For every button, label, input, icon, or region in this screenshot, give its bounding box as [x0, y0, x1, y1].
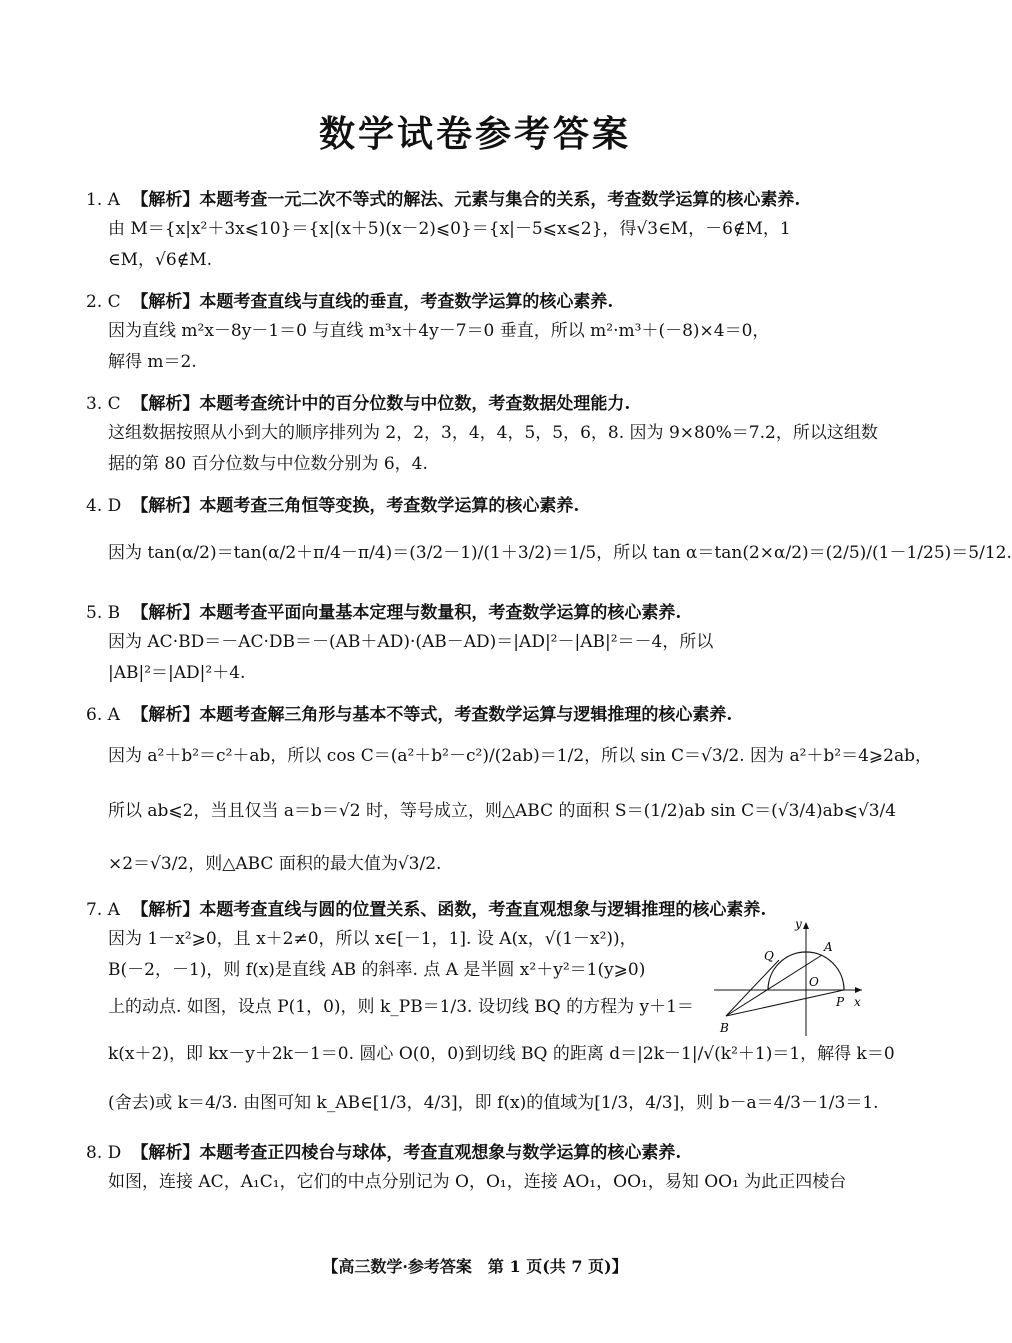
answer-line: 上的动点. 如图，设点 P(1，0)，则 k_PB＝1/3. 设切线 BQ 的方程为 y＋1＝: [108, 997, 694, 1017]
answer-item-3: [86, 390, 878, 480]
answer-analysis-title: 【解析】本题考查解三角形与基本不等式，考查数学运算与逻辑推理的核心素养.: [131, 705, 733, 725]
answer-item-7: [86, 896, 895, 1127]
answer-line: 因为 tan(α/2)＝tan(α/2＋π/4－π/4)＝(3/2－1)/(1＋3/2)＝1/5，所以 tan α＝tan(2×α/2)＝(2/5)/(1－1/25)＝5/12.: [108, 543, 1012, 563]
y-axis-label: y: [795, 917, 802, 931]
x-axis-arrow: [855, 987, 862, 993]
answer-line: 因为 a²＋b²＝c²＋ab，所以 cos C＝(a²＋b²－c²)/(2ab)＝1/2，所以 sin C＝√3/2. 因为 a²＋b²＝4⩾2ab，: [108, 746, 933, 766]
answer-number: 6. A: [86, 705, 120, 725]
answer-analysis-title: 【解析】本题考查直线与圆的位置关系、函数，考查直观想象与逻辑推理的核心素养.: [131, 900, 767, 920]
answer-line: (舍去)或 k＝4/3. 由图可知 k_AB∈[1/3，4/3]，即 f(x)的值域为[1/3，4/3]，则 b－a＝4/3－1/3＝1.: [108, 1093, 879, 1113]
answer-line: 因为 1－x²⩾0，且 x＋2≠0，所以 x∈[－1，1]. 设 A(x，√(1－x²))，: [108, 929, 637, 949]
point-a-label: A: [824, 940, 833, 954]
tangent-line-bq: [726, 960, 779, 1016]
page-title: 数学试卷参考答案: [318, 113, 631, 155]
answer-list: [86, 186, 1012, 1210]
answer-item-4: [86, 492, 1012, 587]
answer-item-5: [86, 599, 866, 689]
answer-line: 据的第 80 百分位数与中位数分别为 6，4.: [108, 454, 428, 474]
point-p-label: P: [836, 995, 845, 1009]
answer-number: 7. A: [86, 900, 120, 920]
answer-number: 5. B: [86, 603, 121, 623]
answer-line: 如图，连接 AC，A₁C₁，它们的中点分别记为 O，O₁，连接 AO₁，OO₁，易知 OO₁ 为此正四棱台: [108, 1172, 847, 1192]
answer-analysis-title: 【解析】本题考查统计中的百分位数与中位数，考查数据处理能力.: [131, 394, 631, 414]
answer-item-2: [86, 288, 866, 378]
line-bp: [726, 990, 844, 1016]
point-q-label: Q: [764, 949, 774, 963]
answer-line: 由 M＝{x|x²＋3x⩽10}＝{x|(x＋5)(x－2)⩽0}＝{x|－5⩽x⩽2}，得√3∈M，－6∉M，1: [108, 219, 791, 239]
answer-line: B(－2，－1)，则 f(x)是直线 AB 的斜率. 点 A 是半圆 x²＋y²＝1(y⩾0): [108, 960, 646, 980]
answer-analysis-title: 【解析】本题考查平面向量基本定理与数量积，考查数学运算的核心素养.: [131, 603, 682, 623]
answer-item-1: [86, 186, 866, 276]
answer-line: ×2＝√3/2，则△ABC 面积的最大值为√3/2.: [108, 854, 442, 874]
answer-number: 2. C: [86, 292, 121, 312]
answer-line: 解得 m＝2.: [108, 352, 197, 372]
answer-line: 所以 ab⩽2，当且仅当 a＝b＝√2 时，等号成立，则△ABC 的面积 S＝(1/2)ab sin C＝(√3/4)ab⩽√3/4: [108, 801, 897, 821]
answer-line: k(x＋2)，即 kx－y＋2k－1＝0. 圆心 O(0，0)到切线 BQ 的距离 d＝|2k－1|/√(k²＋1)＝1，解得 k＝0: [108, 1044, 895, 1064]
answer-analysis-title: 【解析】本题考查一元二次不等式的解法、元素与集合的关系，考查数学运算的核心素养.: [131, 190, 801, 210]
answer-line: 因为直线 m²x－8y－1＝0 与直线 m³x＋4y－7＝0 垂直，所以 m²·m³＋(－8)×4＝0，: [108, 321, 770, 341]
line-ba: [726, 955, 822, 1016]
answer-number: 1. A: [86, 190, 120, 210]
y-axis-arrow: [803, 922, 809, 929]
answer-line: 因为 AC·BD＝－AC·DB＝－(AB＋AD)·(AB－AD)＝|AD|²－|AB|²＝－4，所以: [108, 632, 714, 652]
answer-number: 4. D: [86, 496, 122, 516]
point-b-label: B: [720, 1021, 729, 1035]
answer-analysis-title: 【解析】本题考查正四棱台与球体，考查直观想象与数学运算的核心素养.: [131, 1143, 682, 1163]
answer-analysis-title: 【解析】本题考查直线与直线的垂直，考查数学运算的核心素养.: [131, 292, 614, 312]
answer-item-6: [86, 701, 933, 884]
answer-number: 3. C: [86, 394, 121, 414]
answer-line: 这组数据按照从小到大的顺序排列为 2，2，3，4，4，5，5，6，8. 因为 9×80%＝7.2，所以这组数: [108, 423, 878, 443]
answer-number: 8. D: [86, 1143, 122, 1163]
x-axis-label: x: [854, 995, 861, 1009]
page-footer: 【高三数学·参考答案 第 1 页(共 7 页)】: [322, 1257, 628, 1276]
answer-analysis-title: 【解析】本题考查三角恒等变换，考查数学运算的核心素养.: [131, 496, 580, 516]
point-o-label: O: [809, 975, 819, 989]
answer-line: |AB|²＝|AD|²＋4.: [108, 663, 246, 683]
answer-item-8: [86, 1139, 866, 1198]
semicircle-tangent-figure: [714, 918, 864, 1038]
answer-line: ∈M，√6∉M.: [108, 250, 213, 270]
